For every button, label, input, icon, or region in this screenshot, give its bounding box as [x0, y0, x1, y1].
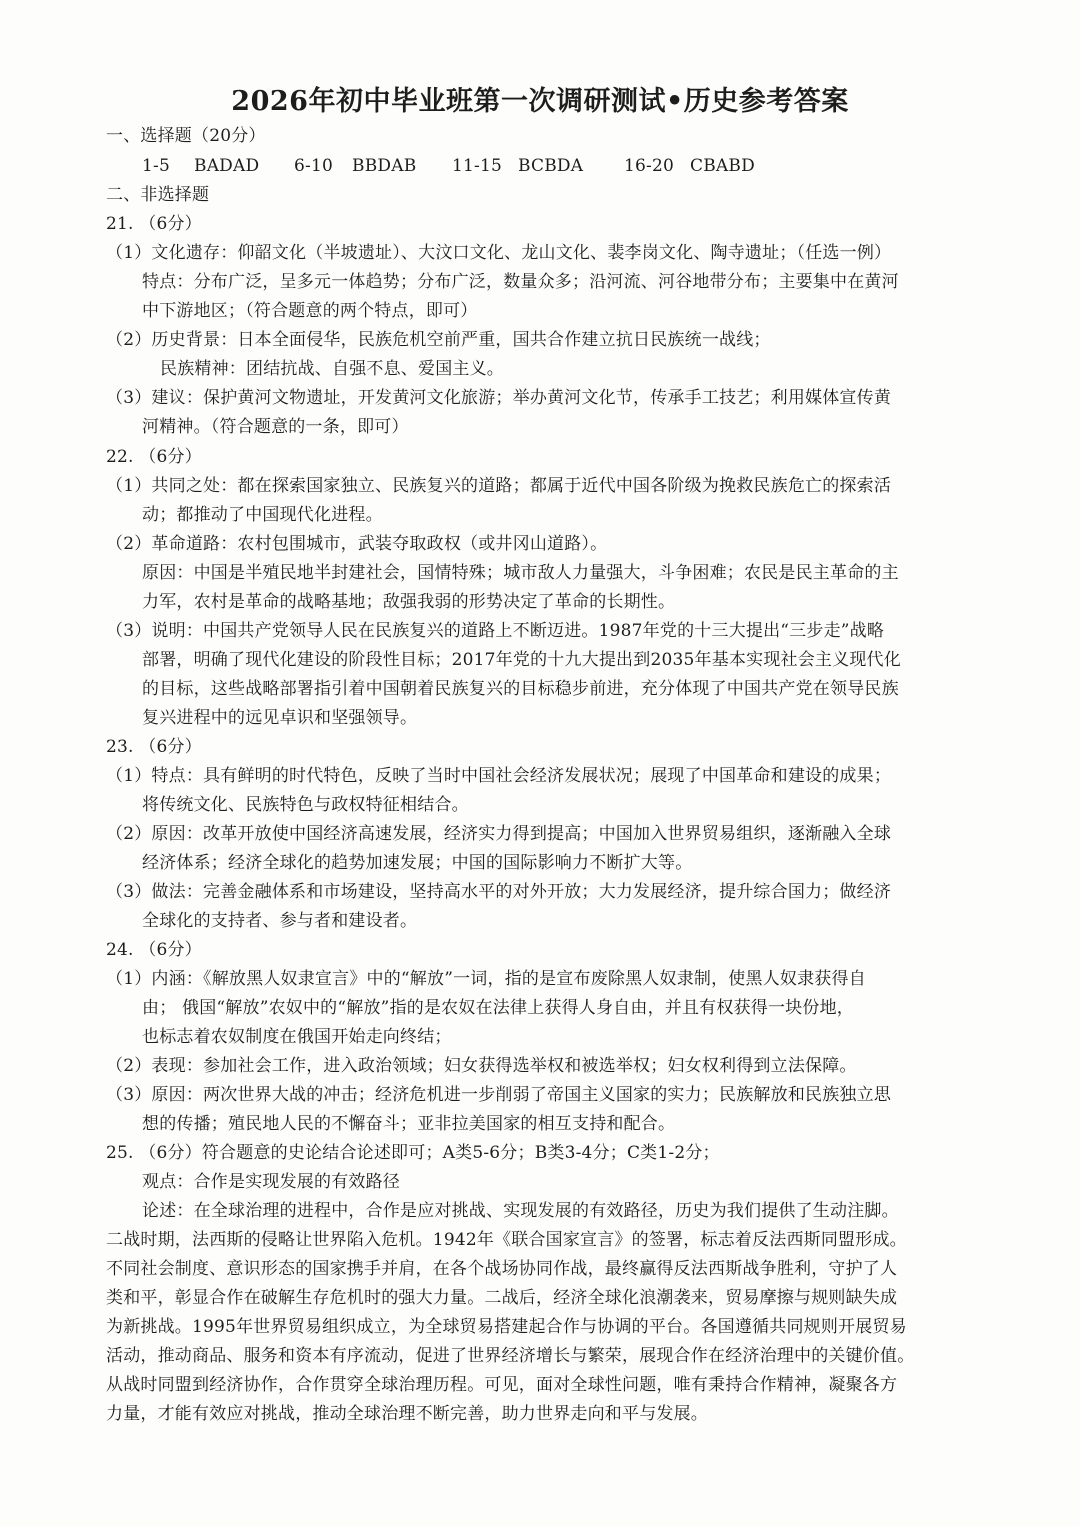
essay-line: 力量，才能有效应对挑战，推动全球治理不断完善，助力世界走向和平与发展。 — [106, 1404, 708, 1424]
section-heading-nonchoice: 二、非选择题 — [106, 185, 210, 205]
answer-line: 也标志着农奴制度在俄国开始走向终结； — [142, 1027, 452, 1047]
answer-line: （3）建议：保护黄河文物遗址，开发黄河文化旅游；举办黄河文化节，传承手工技艺；利用媒体宣传黄 — [106, 388, 892, 408]
answer-line: （3）原因：两次世界大战的冲击；经济危机进一步削弱了帝国主义国家的实力；民族解放和民族独立思 — [106, 1085, 892, 1105]
question-heading: 24. （6分） — [106, 940, 202, 960]
answer-line: 全球化的支持者、参与者和建设者。 — [142, 911, 418, 931]
question-heading: 23. （6分） — [106, 737, 202, 757]
answer-line: （2）原因：改革开放使中国经济高速发展，经济实力得到提高；中国加入世界贸易组织，逐渐融入全球 — [106, 824, 892, 844]
essay-line: 不同社会制度、意识形态的国家携手并肩，在各个战场协同作战，最终赢得反法西斯战争胜利，守护了人 — [106, 1259, 898, 1279]
answer-line: 动；都推动了中国现代化进程。 — [142, 505, 383, 525]
answer-line: 复兴进程中的远见卓识和坚强领导。 — [142, 708, 418, 728]
answer-line: 由； 俄国“解放”农奴中的“解放”指的是农奴在法律上获得人身自由，并且有权获得一块份地， — [142, 998, 854, 1018]
answer-keys: BADAD — [194, 156, 260, 176]
answer-line: 部署，明确了现代化建设的阶段性目标；2017年党的十九大提出到2035年基本实现社会主义现代化 — [142, 650, 901, 670]
answer-line: 经济体系；经济全球化的趋势加速发展；中国的国际影响力不断扩大等。 — [142, 853, 693, 873]
answer-line: 河精神。（符合题意的一条，即可） — [142, 417, 409, 437]
answer-line: （3）做法：完善金融体系和市场建设，坚持高水平的对外开放；大力发展经济，提升综合国力；做经济 — [106, 882, 892, 902]
essay-line: 二战时期，法西斯的侵略让世界陷入危机。1942年《联合国家宣言》的签署，标志着反法西斯同盟形成。 — [106, 1230, 907, 1250]
question-heading: 22. （6分） — [106, 447, 202, 467]
answer-line: 原因：中国是半殖民地半封建社会，国情特殊；城市敌人力量强大，斗争困难；农民是民主革命的主 — [142, 563, 899, 583]
answer-line: 将传统文化、民族特色与政权特征相结合。 — [142, 795, 469, 815]
answer-line: （1）文化遗存：仰韶文化（半坡遗址）、大汶口文化、龙山文化、裴李岗文化、陶寺遗址；（任选一例） — [106, 243, 892, 263]
question-heading: 25. （6分）符合题意的史论结合论述即可；A类5-6分；B类3-4分；C类1-2分； — [106, 1143, 720, 1163]
section-heading-choice: 一、选择题（20分） — [106, 126, 266, 146]
answer-line: （2）表现：参加社会工作，进入政治领域；妇女获得选举权和被选举权；妇女权利得到立法保障。 — [106, 1056, 857, 1076]
answer-line: （1）共同之处：都在探索国家独立、民族复兴的道路；都属于近代中国各阶级为挽救民族危亡的探索活 — [106, 476, 892, 496]
answer-line: 论述：在全球治理的进程中，合作是应对挑战、实现发展的有效路径，历史为我们提供了生动注脚。 — [142, 1201, 899, 1221]
answer-line: 的目标，这些战略部署指引着中国朝着民族复兴的目标稳步前进，充分体现了中国共产党在领导民族 — [142, 679, 899, 699]
answer-range: 16-20 — [624, 156, 675, 176]
answer-keys: BCBDA — [518, 156, 584, 176]
question-heading: 21. （6分） — [106, 214, 202, 234]
essay-line: 从战时同盟到经济协作，合作贯穿全球治理历程。可见，面对全球性问题，唯有秉持合作精神，凝聚各方 — [106, 1375, 898, 1395]
answer-line: （2）革命道路：农村包围城市，武装夺取政权（或井冈山道路）。 — [106, 534, 608, 554]
answer-range: 1-5 — [142, 156, 170, 176]
answer-keys: CBABD — [690, 156, 755, 176]
answer-line: （3）说明：中国共产党领导人民在民族复兴的道路上不断迈进。1987年党的十三大提出“三步走”战略 — [106, 621, 885, 641]
answer-keys: BBDAB — [352, 156, 417, 176]
answer-line: （1）特点：具有鲜明的时代特色，反映了当时中国社会经济发展状况；展现了中国革命和建设的成果； — [106, 766, 892, 786]
choice-answer-row — [142, 154, 770, 178]
answer-line: 民族精神：团结抗战、自强不息、爱国主义。 — [160, 359, 504, 379]
answer-line: 想的传播；殖民地人民的不懈奋斗；亚非拉美国家的相互支持和配合。 — [142, 1114, 676, 1134]
answer-range: 11-15 — [452, 156, 503, 176]
answer-line: （2）历史背景：日本全面侵华，民族危机空前严重，国共合作建立抗日民族统一战线； — [106, 330, 771, 350]
page-title: 2026年初中毕业班第一次调研测试•历史参考答案 — [231, 86, 849, 117]
answer-line: （1）内涵：《解放黑人奴隶宣言》中的“解放”一词，指的是宣布废除黑人奴隶制，使黑人奴隶获得自 — [106, 969, 866, 989]
answer-line: 观点：合作是实现发展的有效路径 — [142, 1172, 400, 1192]
essay-line: 活动，推动商品、服务和资本有序流动，促进了世界经济增长与繁荣，展现合作在经济治理中的关键价值。 — [106, 1346, 915, 1366]
answer-line: 力军，农村是革命的战略基地；敌强我弱的形势决定了革命的长期性。 — [142, 592, 676, 612]
answer-line: 特点：分布广泛，呈多元一体趋势；分布广泛，数量众多；沿河流、河谷地带分布；主要集中在黄河 — [142, 272, 899, 292]
answer-range: 6-10 — [294, 156, 333, 176]
essay-line: 类和平，彰显合作在破解生存危机时的强大力量。二战后，经济全球化浪潮袭来，贸易摩擦与规则缺失成 — [106, 1288, 898, 1308]
answer-line: 中下游地区；（符合题意的两个特点，即可） — [142, 301, 478, 321]
essay-line: 为新挑战。1995年世界贸易组织成立，为全球贸易搭建起合作与协调的平台。各国遵循共同规则开展贸易 — [106, 1317, 907, 1337]
